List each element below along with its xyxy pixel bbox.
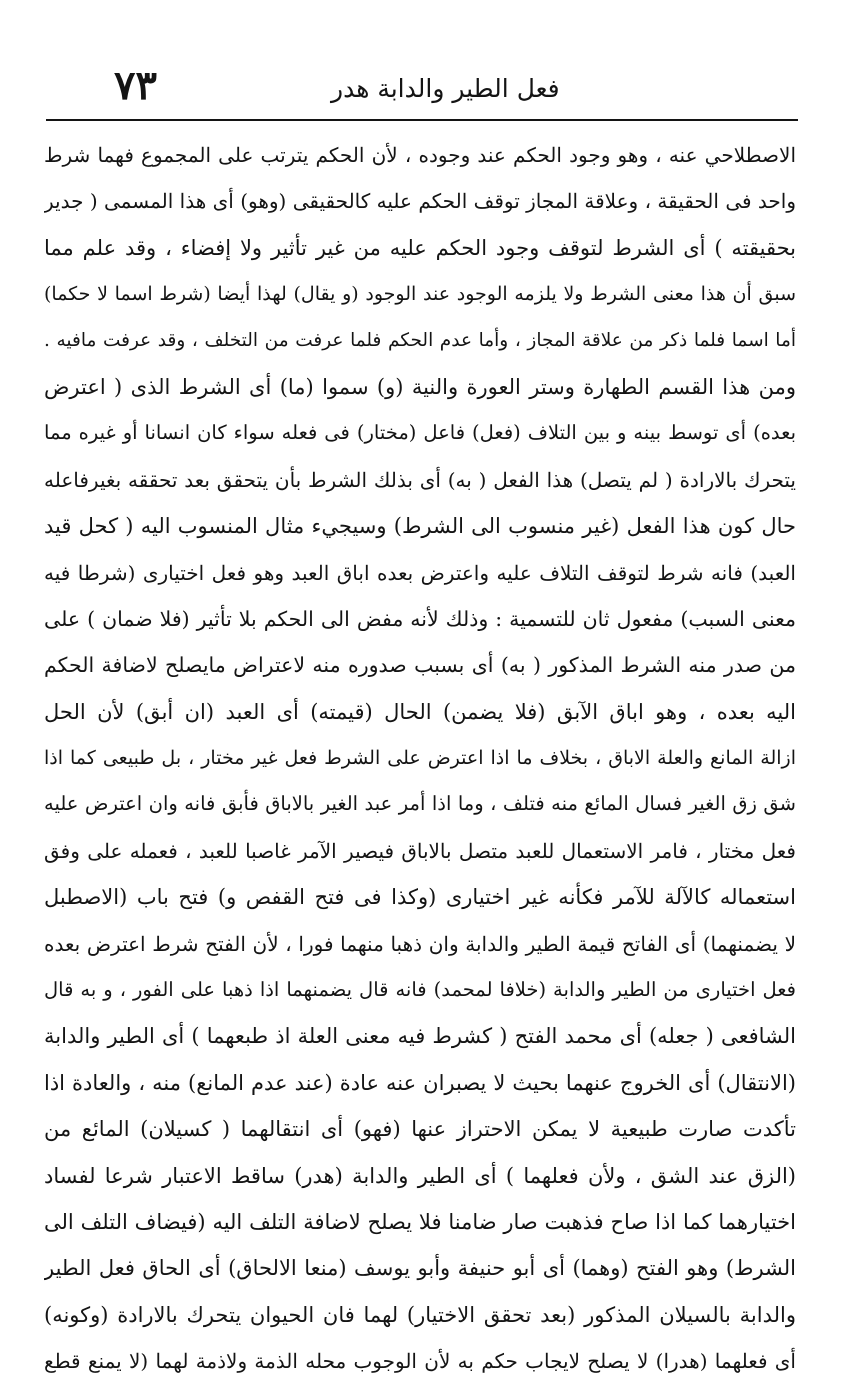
text-line: لا يضمنهما) أى الفاتح قيمة الطير والدابة وان ذهبا منهما فورا ، لأن الفتح شرط اعترض بعده xyxy=(44,931,796,956)
text-line: أى فعلهما (هدرا) لا يصلح لايجاب حكم به لأن الوجوب محله الذمة ولاذمة لهما (لا يمنع قطع xyxy=(44,1349,796,1374)
text-line: بعده) أى توسط بينه و بين التلاف (فعل) فاعل (مختار) فى فعله سواء كان انسانا أو غيره مما xyxy=(44,421,796,445)
running-title: فعل الطير والدابة هدر xyxy=(331,74,560,103)
text-line: اختيارهما كما اذا صاح فذهبت صار ضامنا فلا يصلح لاضافة التلف اليه (فيضاف التلف الى xyxy=(44,1209,796,1234)
text-line: شق زق الغير فسال المائع منه فتلف ، وما اذا أمر عبد الغير بالاباق فأبق فانه وان اعترض عليه xyxy=(44,792,796,816)
text-line: يتحرك بالارادة ( لم يتصل) هذا الفعل ( به) أى بذلك الشرط بأن يتحقق بعد تحققه بغيرفاعله xyxy=(44,467,796,492)
page-header xyxy=(46,62,798,110)
text-line: اليه بعده ، وهو اباق الآبق (فلا يضمن) الحال (قيمته) أى العبد (ان أبق) لأن الحل xyxy=(44,699,796,724)
text-line: حال كون هذا الفعل (غير منسوب الى الشرط) وسيجيء مثال المنسوب اليه ( كحل قيد xyxy=(44,514,796,539)
text-line: (الزق عند الشق ، ولأن فعلهما ) أى الطير والدابة (هدر) ساقط الاعتبار شرعا لفساد xyxy=(44,1163,796,1188)
page-number: ٧٣ xyxy=(114,62,157,109)
text-line: من صدر منه الشرط المذكور ( به) أى بسبب صدوره منه لاعتراض مايصلح لاضافة الحكم xyxy=(44,653,796,678)
text-line: سبق أن هذا معنى الشرط ولا يلزمه الوجود عند الوجود (و يقال) لهذا أيضا (شرط اسما لا حكما) xyxy=(44,283,796,306)
text-line: الشافعى ( جعله) أى محمد الفتح ( كشرط فيه معنى العلة اذ طبعهما ) أى الطير والدابة xyxy=(44,1024,796,1049)
text-line: الاصطلاحي عنه ، وهو وجود الحكم عند وجوده ، لأن الحكم يترتب على المجموع فهما شرط xyxy=(44,143,796,167)
text-line: استعماله كالآلة للآمر فكأنه غير اختيارى (وكذا فى فتح القفص و) فتح باب (الاصطبل xyxy=(44,885,796,910)
text-line: العبد) فانه شرط لتوقف التلاف عليه واعترض بعده اباق العبد وهو فعل اختيارى (شرطا فيه xyxy=(44,560,796,585)
text-line: معنى السبب) مفعول ثان للتسمية : وذلك لأنه مفض الى الحكم بلا تأثير (فلا ضمان ) على xyxy=(44,606,796,631)
text-line: أما اسما فلما ذكر من علاقة المجاز ، وأما عدم الحكم فلما عرفت من التخلف ، وقد عرفت مافيه . xyxy=(44,329,796,351)
text-line: الشرط) وهو الفتح (وهما) أى أبو حنيفة وأبو يوسف (منعا الالحاق) أى الحاق فعل الطير xyxy=(44,1256,796,1281)
text-line: فعل اختيارى من الطير والدابة (خلافا لمحمد) فانه قال يضمنهما اذا ذهبا على الفور ، و به قال xyxy=(44,978,796,1002)
text-line: واحد فى الحقيقة ، وعلاقة المجاز توقف الحكم عليه كالحقيقى (وهو) أى هذا المسمى ( جدير xyxy=(44,189,796,214)
text-line: ازالة المانع والعلة الاباق ، بخلاف ما اذا اعترض على الشرط فعل غير مختار ، بل طبيعى كما اذا xyxy=(44,747,796,770)
body-text xyxy=(44,132,796,1385)
text-line: تأكدت صارت طبيعية لا يمكن الاحتراز عنها (فهو) أى انتقالهما ( كسيلان) المائع من xyxy=(44,1117,796,1142)
text-line: والدابة بالسيلان المذكور (بعد تحقق الاختيار) لهما فان الحيوان يتحرك بالارادة (وكونه) xyxy=(44,1302,796,1327)
text-line: (الانتقال) أى الخروج عنهما بحيث لا يصبران عنه عادة (عند عدم المانع) منه ، والعادة اذا xyxy=(44,1070,796,1095)
text-line: بحقيقته ) أى الشرط لتوقف وجود الحكم عليه من غير تأثير ولا إفضاء ، وقد علم مما xyxy=(44,235,796,260)
text-line: فعل مختار ، فامر الاستعمال للعبد متصل بالاباق فيصير الآمر غاصبا للعبد ، فعمله على وفق xyxy=(44,838,796,863)
header-rule xyxy=(46,119,798,121)
text-line: ومن هذا القسم الطهارة وستر العورة والنية (و) سموا (ما) أى الشرط الذى ( اعترض xyxy=(44,374,796,399)
